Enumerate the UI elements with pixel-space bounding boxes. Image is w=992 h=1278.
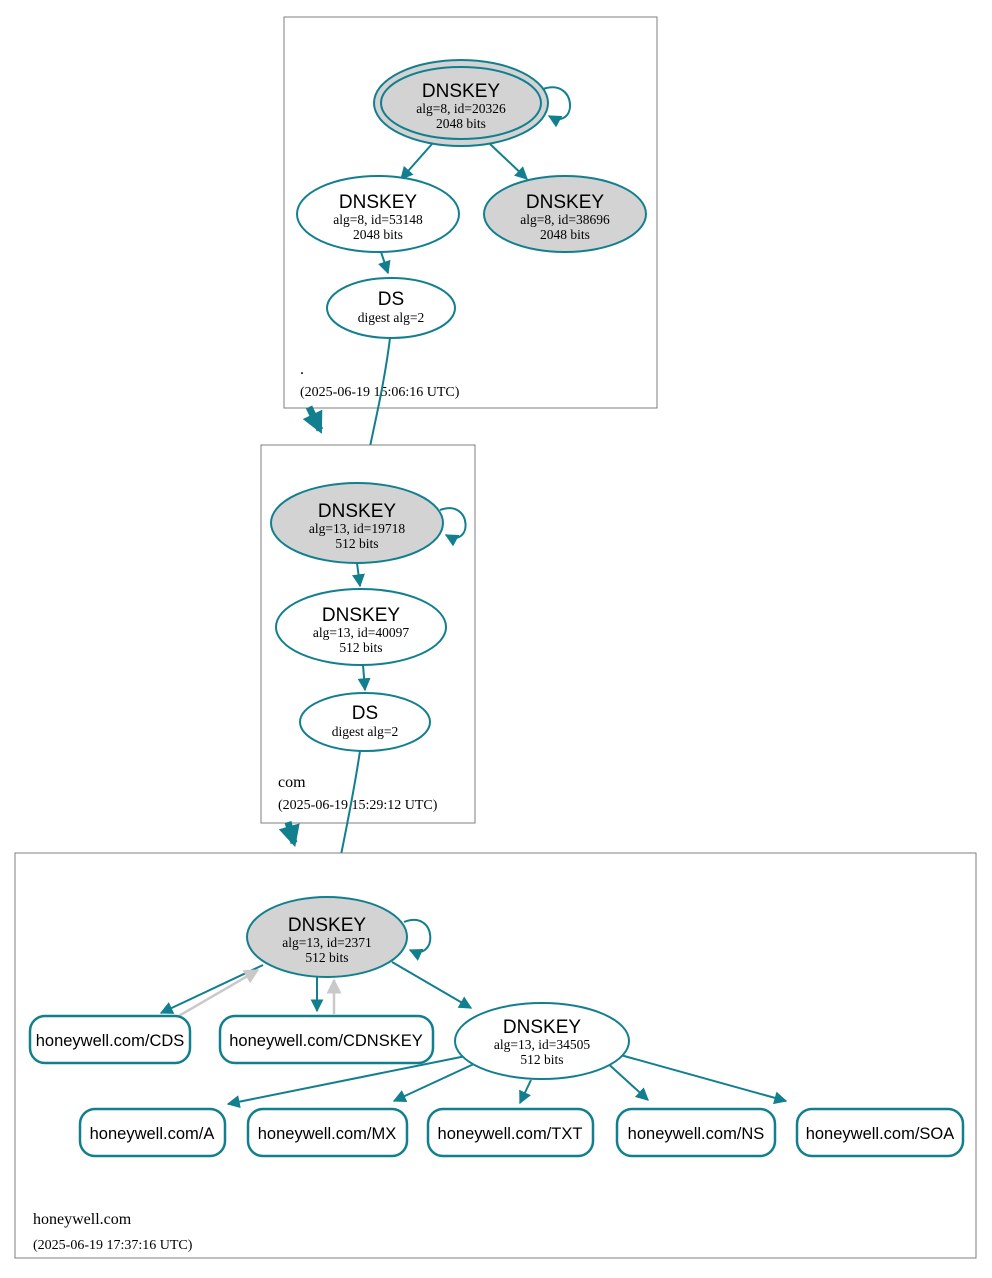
node-type: DNSKEY bbox=[525, 192, 605, 213]
edge-com-delegation-to-honeywell bbox=[288, 822, 294, 843]
honeywell-dnskey-2371[interactable] bbox=[247, 897, 407, 977]
node-bits: 2048 bits bbox=[540, 227, 590, 242]
node-alg: alg=13, id=2371 bbox=[282, 935, 372, 950]
node-alg: alg=13, id=40097 bbox=[312, 625, 410, 640]
node-alg: alg=13, id=19718 bbox=[308, 521, 406, 536]
node-bits: 512 bits bbox=[335, 536, 379, 551]
rrset-honeywell-soa[interactable] bbox=[797, 1109, 963, 1156]
node-alg: alg=8, id=53148 bbox=[333, 212, 423, 227]
root-ksk-dnskey-20326[interactable] bbox=[374, 60, 548, 146]
com-dnskey-19718[interactable] bbox=[271, 483, 443, 563]
node-type: DNSKEY bbox=[421, 81, 501, 102]
com-ds[interactable] bbox=[300, 693, 430, 751]
zone-com bbox=[261, 445, 475, 823]
node-bits: 2048 bits bbox=[353, 227, 403, 242]
rrset-honeywell-ns[interactable] bbox=[617, 1109, 775, 1156]
root-ds[interactable] bbox=[327, 278, 455, 338]
zone-root bbox=[284, 17, 657, 408]
root-dnskey-38696[interactable] bbox=[484, 176, 646, 252]
node-type: DS bbox=[351, 703, 379, 724]
com-dnskey-40097[interactable] bbox=[276, 589, 446, 665]
rrset-honeywell-a[interactable] bbox=[80, 1109, 225, 1156]
rrset-honeywell-txt[interactable] bbox=[428, 1109, 593, 1156]
node-bits: 2048 bits bbox=[436, 116, 486, 131]
rrset-label: honeywell.com/NS bbox=[627, 1125, 765, 1143]
rrset-honeywell-cds[interactable] bbox=[30, 1016, 190, 1063]
rrset-label: honeywell.com/CDS bbox=[35, 1032, 185, 1050]
node-type: DNSKEY bbox=[502, 1017, 582, 1038]
honeywell-dnskey-34505[interactable] bbox=[455, 1003, 629, 1079]
node-alg: alg=13, id=34505 bbox=[493, 1037, 591, 1052]
zone-honeywell-com bbox=[15, 853, 976, 1258]
zone-label: honeywell.com bbox=[33, 1211, 132, 1228]
node-alg: alg=8, id=38696 bbox=[520, 212, 610, 227]
rrset-label: honeywell.com/CDNSKEY bbox=[229, 1032, 423, 1050]
zone-label: . bbox=[300, 361, 304, 378]
rrset-honeywell-mx[interactable] bbox=[248, 1109, 407, 1156]
node-digest: digest alg=2 bbox=[331, 724, 399, 739]
zone-timestamp: (2025-06-19 17:37:16 UTC) bbox=[33, 1238, 193, 1253]
node-type: DNSKEY bbox=[287, 915, 367, 936]
node-digest: digest alg=2 bbox=[357, 310, 425, 325]
zone-label: com bbox=[278, 774, 306, 791]
rrset-label: honeywell.com/MX bbox=[257, 1125, 397, 1143]
node-type: DNSKEY bbox=[317, 501, 397, 522]
node-bits: 512 bits bbox=[339, 640, 383, 655]
node-type: DNSKEY bbox=[321, 605, 401, 626]
node-type: DS bbox=[377, 289, 405, 310]
node-type: DNSKEY bbox=[338, 192, 418, 213]
zone-timestamp: (2025-06-19 15:06:16 UTC) bbox=[300, 385, 460, 400]
rrset-label: honeywell.com/A bbox=[89, 1125, 215, 1143]
rrset-label: honeywell.com/TXT bbox=[437, 1125, 583, 1143]
root-dnskey-53148[interactable] bbox=[297, 176, 459, 252]
node-alg: alg=8, id=20326 bbox=[416, 101, 506, 116]
node-bits: 512 bits bbox=[305, 950, 349, 965]
rrset-label: honeywell.com/SOA bbox=[805, 1125, 955, 1143]
zone-timestamp: (2025-06-19 15:29:12 UTC) bbox=[278, 798, 438, 813]
rrset-honeywell-cdnskey[interactable] bbox=[220, 1016, 433, 1063]
edge-root-delegation-to-com bbox=[309, 407, 320, 430]
node-bits: 512 bits bbox=[520, 1052, 564, 1067]
